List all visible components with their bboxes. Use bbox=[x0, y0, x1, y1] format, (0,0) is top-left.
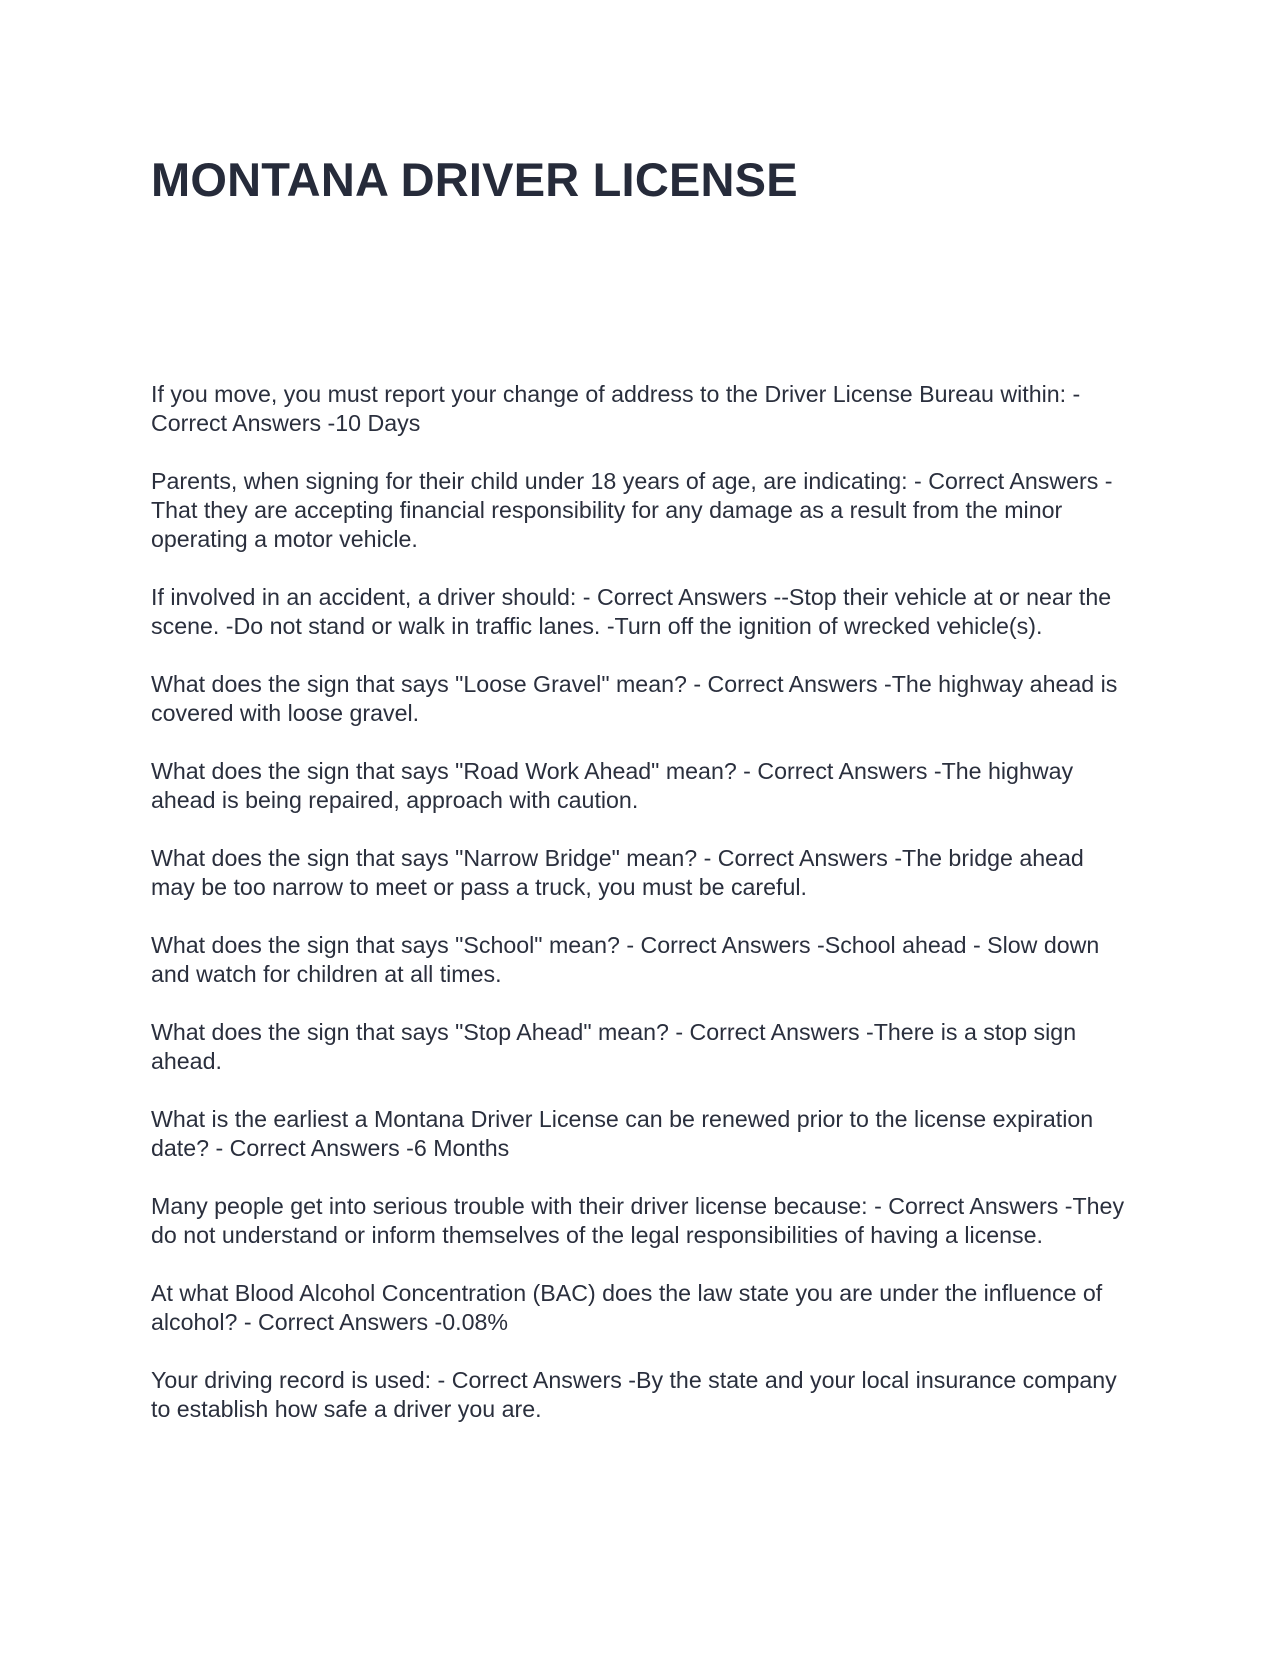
qa-item: What does the sign that says "School" mean? - Correct Answers -School ahead - Slow down and watch for children at all times. bbox=[151, 932, 1100, 987]
document-title: MONTANA DRIVER LICENSE bbox=[151, 153, 798, 206]
qa-item: What does the sign that says "Stop Ahead" mean? - Correct Answers -There is a stop sign ahead. bbox=[151, 1019, 1077, 1074]
qa-item: Your driving record is used: - Correct Answers -By the state and your local insurance company to establish how safe a driver you are. bbox=[151, 1367, 1117, 1422]
qa-item: If you move, you must report your change of address to the Driver License Bureau within: - Correct Answers -10 Days bbox=[151, 381, 1081, 436]
qa-item: What does the sign that says "Narrow Bridge" mean? - Correct Answers -The bridge ahead may be too narrow to meet or pass a truck, you must be careful. bbox=[151, 845, 1084, 900]
qa-item: What does the sign that says "Loose Gravel" mean? - Correct Answers -The highway ahead is covered with loose gravel. bbox=[151, 671, 1118, 726]
qa-item: What does the sign that says "Road Work Ahead" mean? - Correct Answers -The highway ahead is being repaired, approach with caution. bbox=[151, 758, 1074, 813]
qa-list bbox=[151, 380, 1126, 1453]
qa-item: Many people get into serious trouble with their driver license because: - Correct Answers -They do not understand or inform themselves of the legal responsibilities of having a license. bbox=[151, 1193, 1125, 1248]
qa-item: Parents, when signing for their child under 18 years of age, are indicating: - Correct Answers -That they are accepting financial responsibility for any damage as a result from the minor operating a motor vehicle. bbox=[151, 468, 1113, 552]
qa-item: If involved in an accident, a driver should: - Correct Answers --Stop their vehicle at or near the scene. -Do not stand or walk in traffic lanes. -Turn off the ignition of wrecked vehicle(s). bbox=[151, 584, 1112, 639]
qa-item: At what Blood Alcohol Concentration (BAC) does the law state you are under the influence of alcohol? - Correct Answers -0.08% bbox=[151, 1280, 1103, 1335]
qa-item: What is the earliest a Montana Driver License can be renewed prior to the license expiration date? - Correct Answers -6 Months bbox=[151, 1106, 1094, 1161]
